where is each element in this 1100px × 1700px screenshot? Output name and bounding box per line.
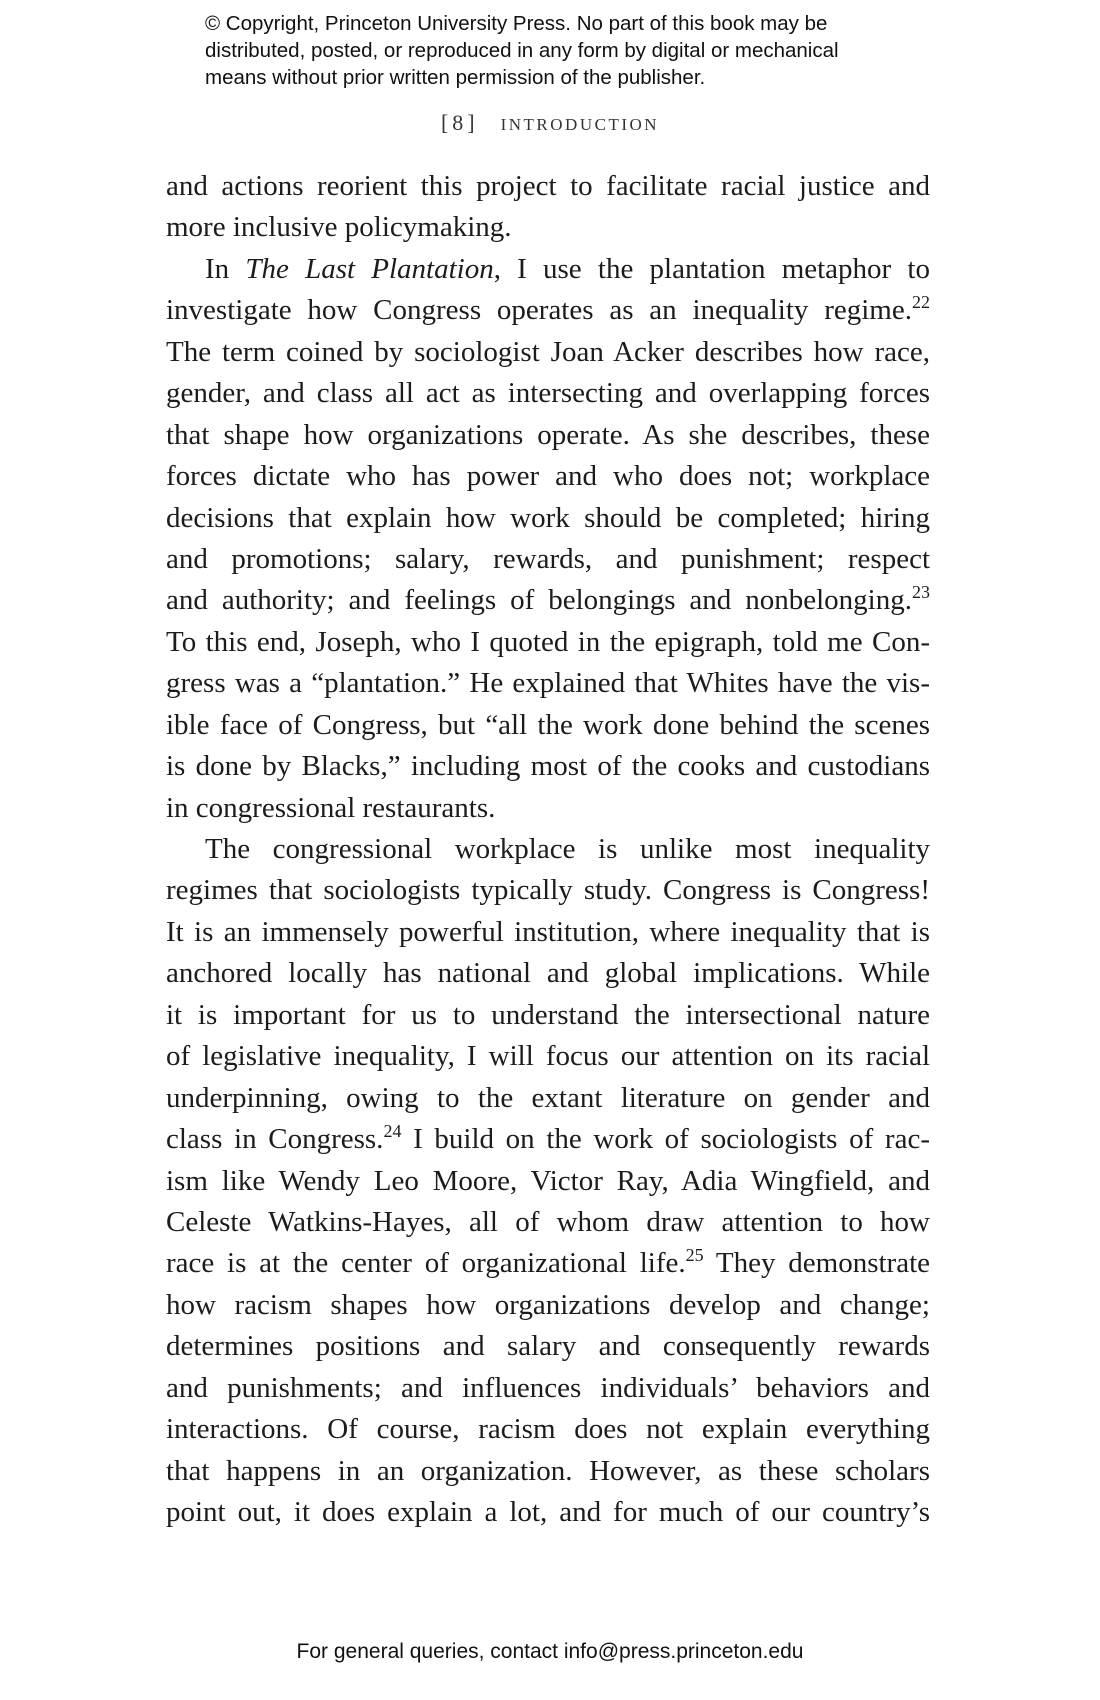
text-line: ism like Wendy Leo Moore, Victor Ray, Adia Wingfield, and	[166, 1164, 930, 1197]
footnote-ref[interactable]: 22	[912, 292, 930, 313]
book-title: The Last Plantation	[245, 252, 494, 285]
text-line: underpinning, owing to the extant literature on gender and	[166, 1081, 930, 1114]
footer-contact: For general queries, contact info@press.princeton.edu	[296, 1640, 804, 1663]
text-line: interactions. Of course, racism does not explain everything	[166, 1413, 930, 1446]
page-number: [8]	[440, 110, 479, 135]
running-head	[0, 110, 1100, 136]
text-line: Celeste Watkins-Hayes, all of whom draw attention to how	[166, 1205, 930, 1238]
copyright-notice	[205, 10, 925, 91]
text-line: determines positions and salary and consequently rewards	[166, 1330, 930, 1363]
text-line: The congressional workplace is unlike most inequality	[205, 833, 930, 865]
text-line: and authority; and feelings of belongings and nonbelonging.$^{23}$	[166, 582, 930, 617]
text-line: forces dictate who has power and who does not; workplace	[166, 460, 930, 493]
text-line: that shape how organizations operate. As she describes, these	[166, 418, 930, 451]
text-line: investigate how Congress operates as an inequality regime.$^{22}$	[166, 292, 930, 327]
text-line: race is at the center of organizational life.$^{25}$ They demonstrate	[166, 1245, 931, 1280]
text-line: it is important for us to understand the intersectional nature	[166, 998, 930, 1031]
copyright-line: © Copyright, Princeton University Press. No part of this book may be	[205, 12, 828, 35]
copyright-line: means without prior written permission of the publisher.	[205, 66, 706, 89]
footnote-ref[interactable]: 25	[685, 1245, 704, 1266]
text-line: class in Congress.$^{24}$ I build on the work of sociologists of rac-	[166, 1121, 930, 1156]
text-line: ible face of Congress, but “all the work done behind the scenes	[166, 708, 930, 741]
footnote-ref[interactable]: 24	[383, 1121, 402, 1142]
text-line: how racism shapes how organizations develop and change;	[166, 1288, 930, 1321]
text-line: of legislative inequality, I will focus our attention on its racial	[166, 1040, 930, 1073]
text-line: gress was a “plantation.” He explained that Whites have the vis-	[166, 667, 930, 700]
text-line: more inclusive policymaking.	[166, 211, 512, 244]
text-line: The term coined by sociologist Joan Acker describes how race,	[166, 335, 930, 368]
text-line: is done by Blacks,” including most of the cooks and custodians	[166, 750, 930, 783]
text-line: It is an immensely powerful institution, where inequality that is	[166, 915, 930, 948]
text-line: and punishments; and influences individuals’ behaviors and	[166, 1371, 930, 1404]
footnote-ref[interactable]: 23	[912, 582, 930, 603]
text-line: decisions that explain how work should be completed; hiring	[166, 501, 930, 534]
text-line: and promotions; salary, rewards, and punishment; respect	[166, 542, 930, 575]
text-line: point out, it does explain a lot, and for much of our country’s	[166, 1496, 930, 1528]
copyright-line: distributed, posted, or reproduced in any form by digital or mechanical	[205, 39, 839, 62]
text-line: regimes that sociologists typically study. Congress is Congress!	[166, 874, 930, 907]
text-line: gender, and class all act as intersecting and overlapping forces	[166, 377, 930, 410]
text-line: in congressional restaurants.	[166, 791, 496, 824]
text-line: In The Last Plantation, I use the plantation metaphor to	[205, 252, 930, 285]
text-line: anchored locally has national and global implications. While	[166, 957, 930, 990]
text-line: that happens in an organization. However, as these scholars	[166, 1454, 930, 1487]
section-title: INTRODUCTION	[500, 115, 660, 134]
body-text	[166, 166, 930, 1533]
text-line: To this end, Joseph, who I quoted in the epigraph, told me Con-	[166, 625, 930, 658]
text-line: and actions reorient this project to facilitate racial justice and	[166, 170, 930, 202]
